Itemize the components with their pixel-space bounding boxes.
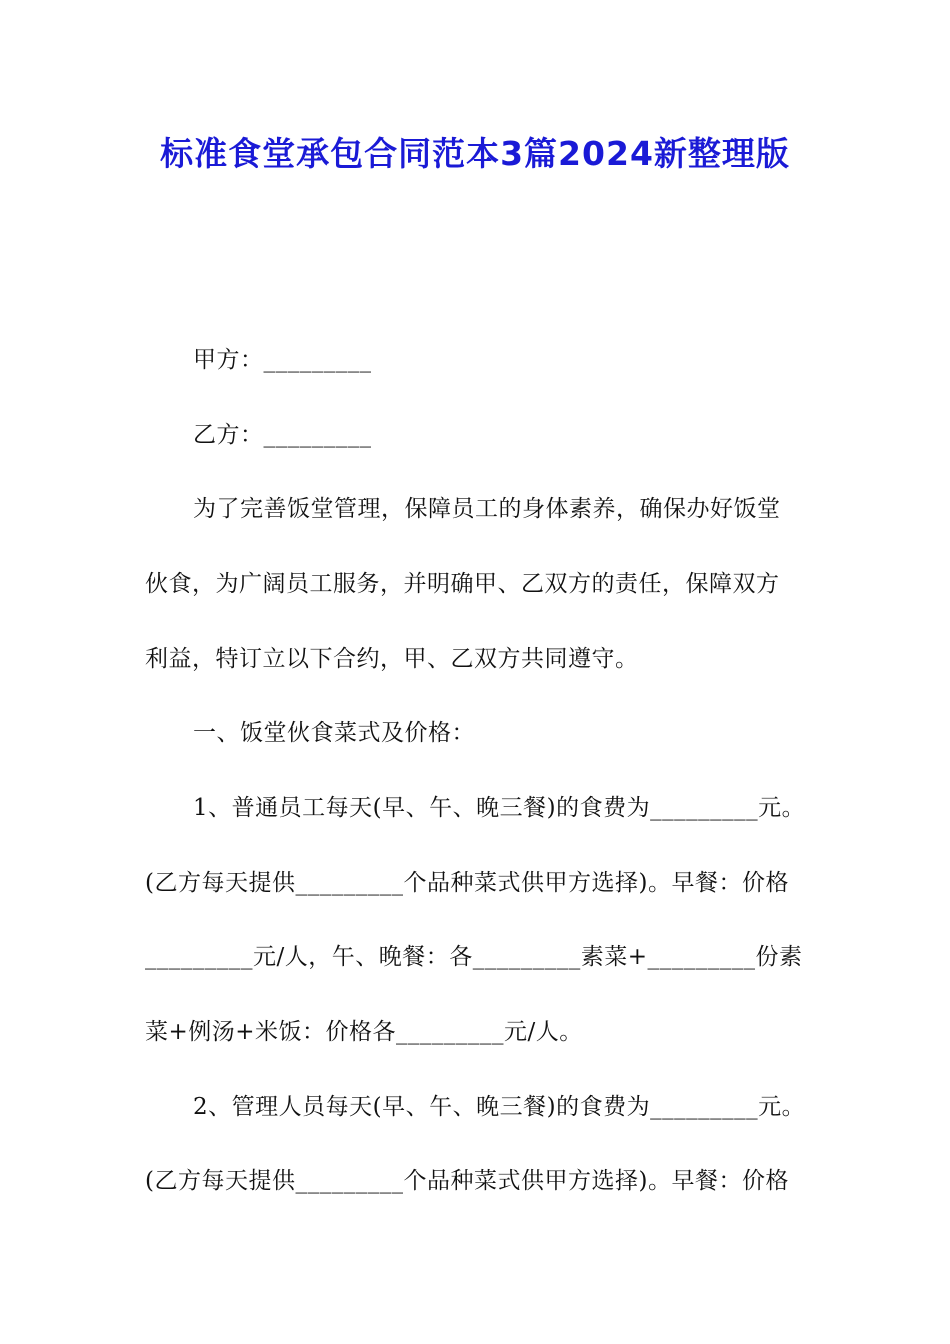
clause-line: (乙方每天提供_________个品种菜式供甲方选择)。早餐：价格 <box>145 870 789 896</box>
paragraph-line: 伙食，为广阔员工服务，并明确甲、乙双方的责任，保障双方 <box>145 571 780 597</box>
document-title: 标准食堂承包合同范本3篇2024新整理版 <box>160 134 790 173</box>
clause-line: 菜+例汤+米饭：价格各_________元/人。 <box>145 1019 583 1045</box>
section-heading: 一、饭堂伙食菜式及价格： <box>193 720 475 746</box>
paragraph-line: 为了完善饭堂管理，保障员工的身体素养，确保办好饭堂 <box>193 496 781 522</box>
party-b-line: 乙方：_________ <box>193 422 372 448</box>
clause-line: 2、管理人员每天(早、午、晚三餐)的食费为_________元。 <box>193 1094 806 1120</box>
clause-line: 1、普通员工每天(早、午、晚三餐)的食费为_________元。 <box>193 795 806 821</box>
party-a-line: 甲方：_________ <box>193 347 372 373</box>
clause-line: _________元/人，午、晚餐：各_________素菜+_________份素 <box>145 944 803 970</box>
paragraph-line: 利益，特订立以下合约，甲、乙双方共同遵守。 <box>145 646 639 672</box>
clause-line: (乙方每天提供_________个品种菜式供甲方选择)。早餐：价格 <box>145 1168 789 1194</box>
